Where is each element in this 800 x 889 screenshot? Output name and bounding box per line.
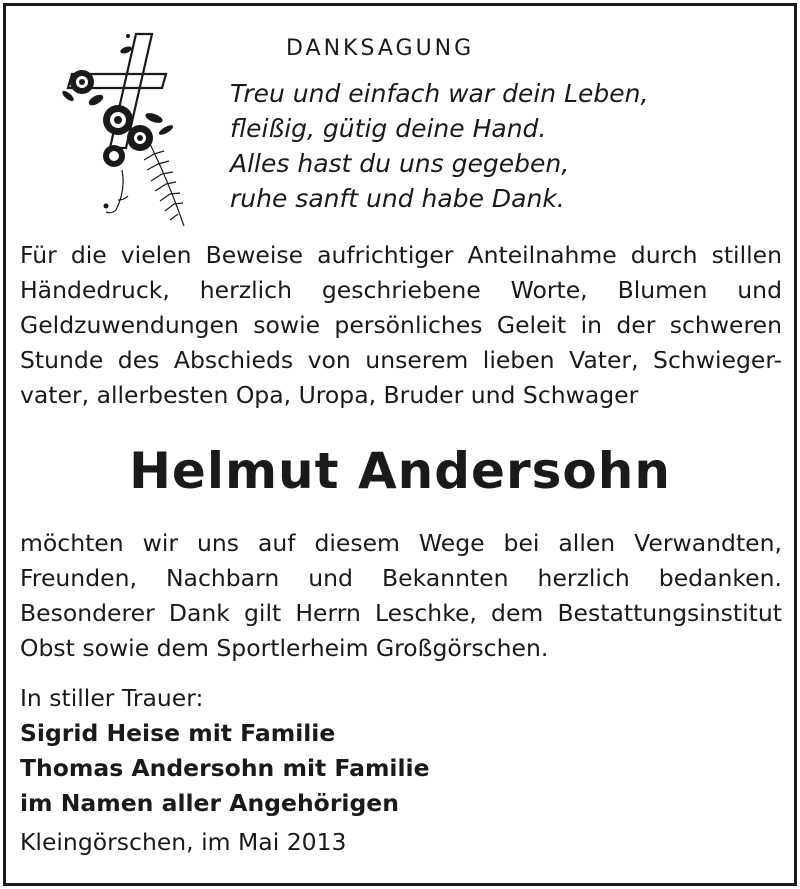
paragraph-line: möchten wir uns auf diesem Wege bei allen Verwandten, <box>20 529 782 557</box>
notice-heading: DANKSAGUNG <box>286 36 475 61</box>
poem-line: ruhe sanft und habe Dank. <box>230 184 565 213</box>
thanks-paragraph <box>20 526 782 666</box>
paragraph-line: Obst sowie dem Sportlerheim Großgörschen. <box>20 634 549 662</box>
paragraph-line: Besonderer Dank gilt Herrn Leschke, dem Bestattungsinstitut <box>20 599 782 627</box>
poem-line: Treu und einfach war dein Leben, <box>230 79 649 108</box>
paragraph-line: Freunden, Nachbarn und Bekannten herzlich bedanken. <box>20 564 782 592</box>
mourner-name: Sigrid Heise mit Familie <box>20 719 336 747</box>
paragraph-line: Händedruck, herzlich geschriebene Worte, Blumen und <box>20 276 782 304</box>
mourner-name: im Namen aller Angehörigen <box>20 789 399 817</box>
poem-line: Alles hast du uns gegeben, <box>230 149 570 178</box>
paragraph-line: vater, allerbesten Opa, Uropa, Bruder und Schwager <box>20 381 639 409</box>
paragraph-line: Stunde des Abschieds von unserem lieben Vater, Schwieger- <box>20 346 782 374</box>
obituary-notice <box>3 3 797 886</box>
poem-line: fleißig, gütig deine Hand. <box>230 114 547 143</box>
place-date: Kleingörschen, im Mai 2013 <box>20 828 347 856</box>
intro-paragraph <box>20 238 782 413</box>
mourner-name: Thomas Andersohn mit Familie <box>20 754 430 782</box>
mourning-intro: In stiller Trauer: <box>20 684 204 712</box>
deceased-name: Helmut Andersohn <box>129 442 671 500</box>
memorial-poem <box>230 76 648 216</box>
paragraph-line: Für die vielen Beweise aufrichtiger Anteilnahme durch stillen <box>20 241 782 269</box>
mourners-block <box>20 681 430 821</box>
cross-with-roses-icon <box>56 30 196 230</box>
paragraph-line: Geldzuwendungen sowie persönliches Geleit in der schweren <box>20 311 782 339</box>
